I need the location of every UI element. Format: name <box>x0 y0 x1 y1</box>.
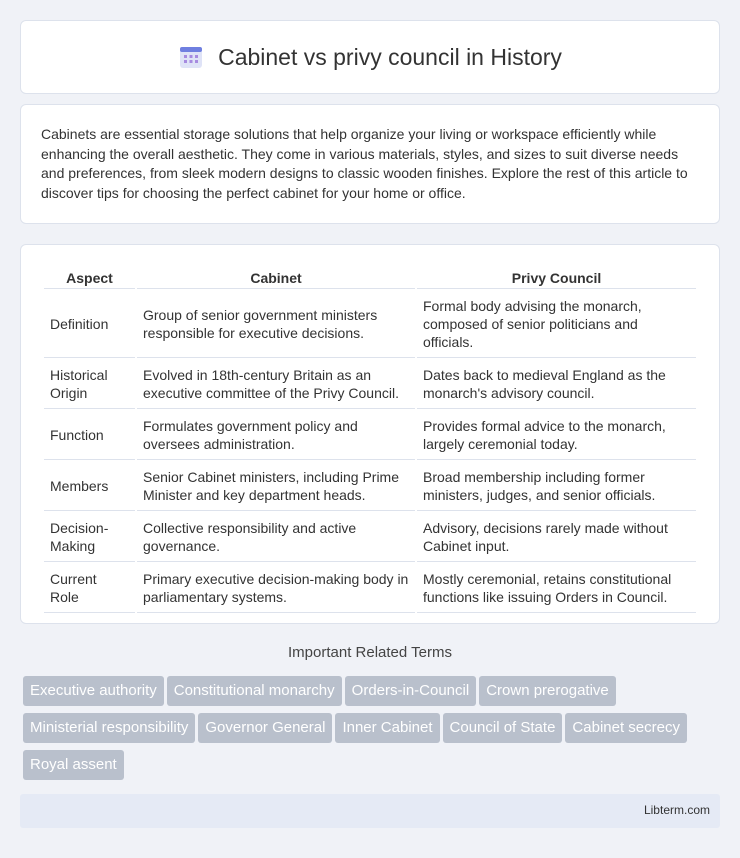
tag-crown-prerogative[interactable]: Crown prerogative <box>479 676 616 706</box>
cabinet-cell: Formulates government policy and oversees administration. <box>137 411 415 460</box>
intro-card <box>20 104 720 224</box>
aspect-cell: Function <box>44 411 135 460</box>
privy-council-cell: Provides formal advice to the monarch, largely ceremonial today. <box>417 411 696 460</box>
column-header-privy-council: Privy Council <box>417 267 696 289</box>
cabinet-cell: Primary executive decision-making body in parliamentary systems. <box>137 564 415 613</box>
table-row <box>44 360 696 409</box>
calendar-grid-icon <box>178 44 204 70</box>
aspect-cell: Definition <box>44 291 135 358</box>
privy-council-cell: Broad membership including former ministers, judges, and senior officials. <box>417 462 696 511</box>
privy-council-cell: Advisory, decisions rarely made without Cabinet input. <box>417 513 696 562</box>
cabinet-cell: Senior Cabinet ministers, including Prime Minister and key department heads. <box>137 462 415 511</box>
tag-executive-authority[interactable]: Executive authority <box>23 676 164 706</box>
cabinet-cell: Collective responsibility and active governance. <box>137 513 415 562</box>
tag-governor-general[interactable]: Governor General <box>198 713 332 743</box>
table-row <box>44 291 696 358</box>
header-card <box>20 20 720 94</box>
cabinet-cell: Evolved in 18th-century Britain as an executive committee of the Privy Council. <box>137 360 415 409</box>
tag-inner-cabinet[interactable]: Inner Cabinet <box>335 713 439 743</box>
table-row <box>44 462 696 511</box>
aspect-cell: Decision-Making <box>44 513 135 562</box>
comparison-table <box>42 265 698 615</box>
tag-ministerial-responsibility[interactable]: Ministerial responsibility <box>23 713 195 743</box>
table-header-row <box>44 267 696 289</box>
intro-text: Cabinets are essential storage solutions that help organize your living or workspace efficiently while enhancing the overall aesthetic. They come in various materials, styles, and sizes to suit diverse needs and preferences, from sleek modern designs to classic wooden finishes. Explore the rest of this article to discover tips for choosing the perfect cabinet for your home or office. <box>41 126 688 201</box>
footer <box>20 794 720 828</box>
table-row <box>44 513 696 562</box>
tag-constitutional-monarchy[interactable]: Constitutional monarchy <box>167 676 342 706</box>
footer-brand-link[interactable]: Libterm.com <box>643 803 710 817</box>
related-terms-tags <box>23 676 723 787</box>
cabinet-cell: Group of senior government ministers responsible for executive decisions. <box>137 291 415 358</box>
tag-cabinet-secrecy[interactable]: Cabinet secrecy <box>565 713 687 743</box>
column-header-aspect: Aspect <box>44 267 135 289</box>
related-terms-heading: Important Related Terms <box>288 644 452 661</box>
aspect-cell: Historical Origin <box>44 360 135 409</box>
table-row <box>44 411 696 460</box>
column-header-cabinet: Cabinet <box>137 267 415 289</box>
comparison-table-card <box>20 244 720 624</box>
privy-council-cell: Mostly ceremonial, retains constitutional functions like issuing Orders in Council. <box>417 564 696 613</box>
table-row <box>44 564 696 613</box>
tag-orders-in-council[interactable]: Orders-in-Council <box>345 676 477 706</box>
privy-council-cell: Dates back to medieval England as the monarch's advisory council. <box>417 360 696 409</box>
privy-council-cell: Formal body advising the monarch, composed of senior politicians and officials. <box>417 291 696 358</box>
page-title: Cabinet vs privy council in History <box>218 43 562 70</box>
aspect-cell: Current Role <box>44 564 135 613</box>
tag-royal-assent[interactable]: Royal assent <box>23 750 124 780</box>
tag-council-of-state[interactable]: Council of State <box>443 713 563 743</box>
aspect-cell: Members <box>44 462 135 511</box>
